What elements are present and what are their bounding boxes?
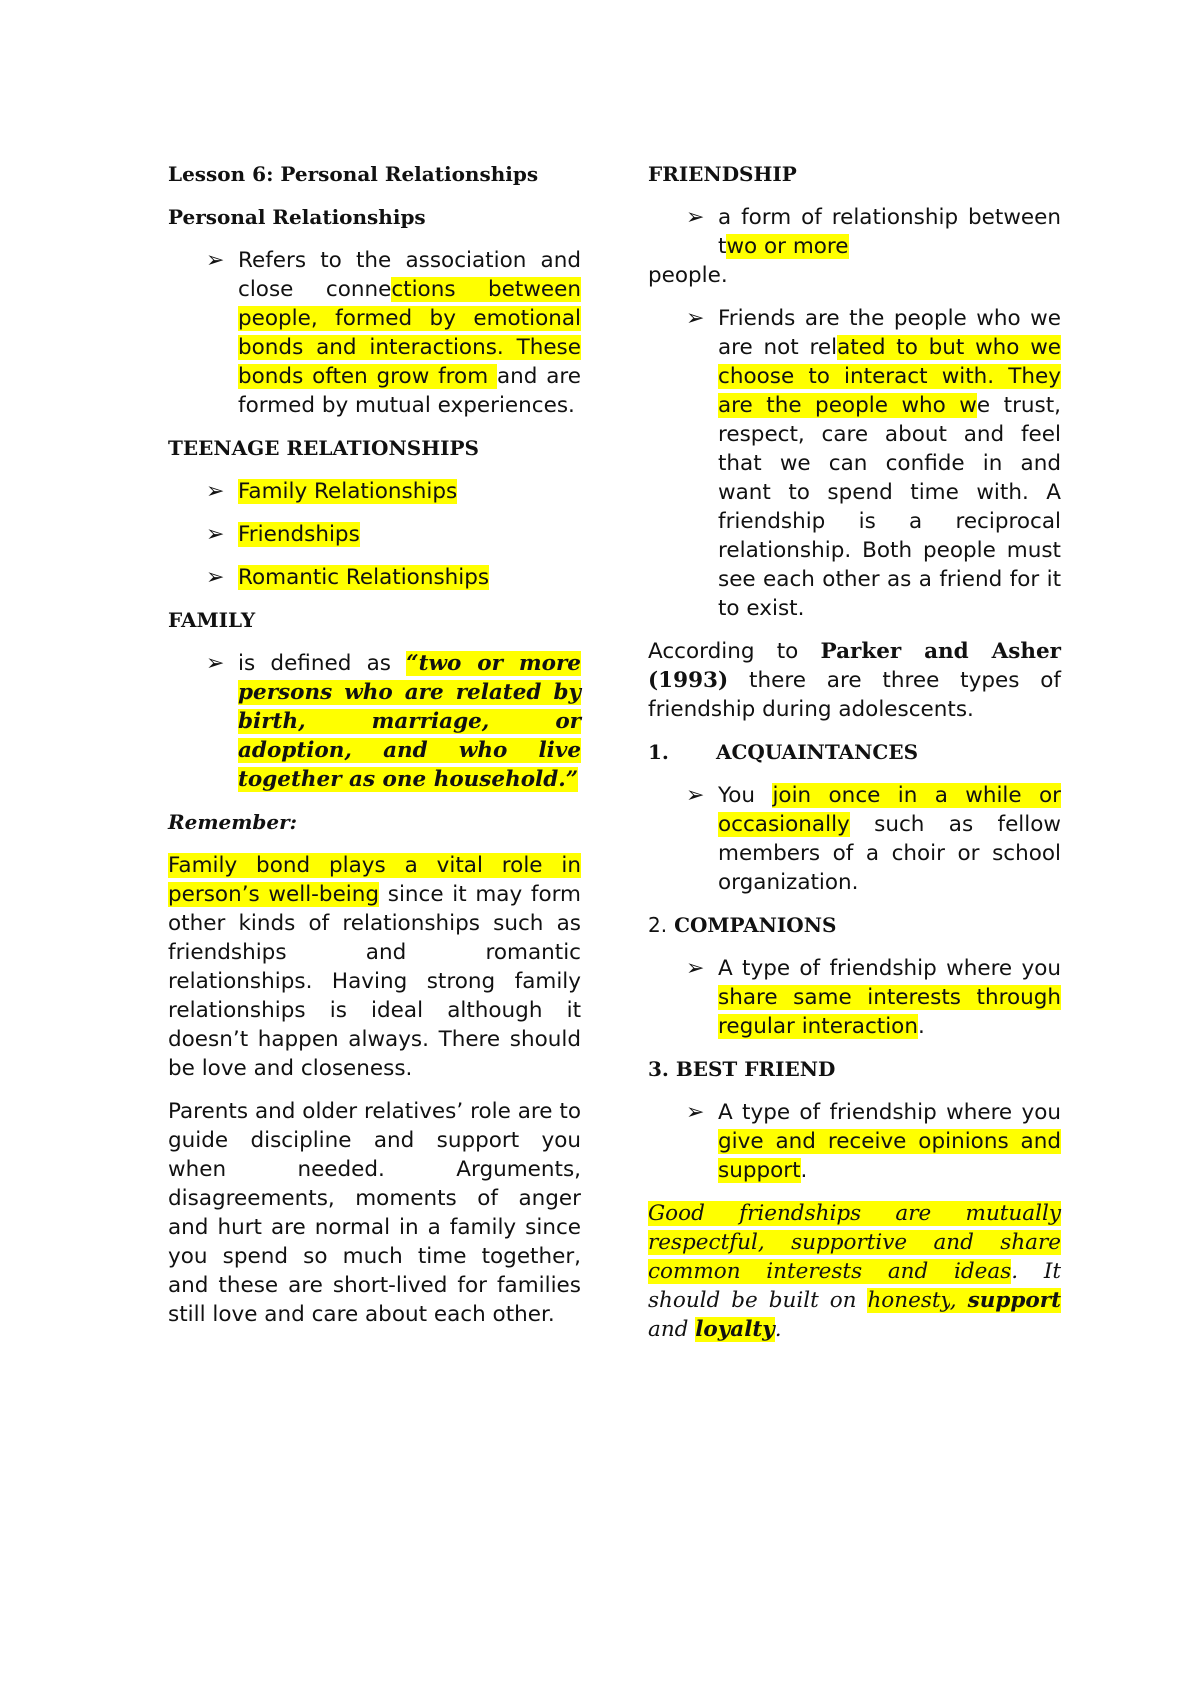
left-column bbox=[168, 160, 581, 1343]
arrow-bullet-icon: ➢ bbox=[206, 651, 225, 676]
arrow-bullet-icon: ➢ bbox=[206, 522, 225, 547]
arrow-bullet-icon: ➢ bbox=[686, 1100, 705, 1125]
list-item: ➢ Romantic Relationships bbox=[206, 565, 490, 590]
right-column bbox=[648, 160, 1061, 1358]
acquaintances-heading: 1. ACQUAINTANCES bbox=[648, 740, 919, 764]
arrow-bullet-icon: ➢ bbox=[686, 205, 705, 230]
list-item: ➢ Friendships bbox=[206, 522, 360, 547]
best-friend-description: ➢ A type of friendship where you give and receive opinions and support. bbox=[686, 1100, 1061, 1183]
remember-paragraph: Family bond plays a vital role in person’s well-being since it may form other kinds of relationships such as friendships and romantic relationships. Having strong family relationships is ideal although it doesn’t happen always. There should be love and closeness. bbox=[168, 853, 581, 1081]
friendship-definition-end: people. bbox=[648, 263, 728, 288]
acquaintances-description: ➢ You join once in a while or occasionally such as fellow members of a choir or school organization. bbox=[686, 783, 1061, 895]
arrow-bullet-icon: ➢ bbox=[686, 783, 705, 808]
friendship-heading: FRIENDSHIP bbox=[648, 162, 797, 186]
family-definition: ➢ is defined as “two or more persons who are related by birth, marriage, or adoption, and who live together as one household.” bbox=[206, 651, 581, 792]
friends-description: ➢ Friends are the people who we are not related to but who we choose to interact with. They are the people who we trust, respect, care about and feel that we can confide in and want to spend time with. A friendship is a reciprocal relationship. Both people must see each other as a friend for it to exist. bbox=[686, 306, 1062, 621]
arrow-bullet-icon: ➢ bbox=[206, 248, 225, 273]
according-paragraph: According to Parker and Asher (1993) there are three types of friendship during adolescents. bbox=[648, 639, 1061, 722]
arrow-bullet-icon: ➢ bbox=[206, 479, 225, 504]
parents-paragraph: Parents and older relatives’ role are to guide discipline and support you when needed. Arguments, disagreements, moments of anger and hurt are normal in a family since you spend so much time together, and these are short-lived for families still love and care about each other. bbox=[168, 1099, 581, 1327]
family-heading: FAMILY bbox=[168, 608, 256, 632]
personal-relationships-heading: Personal Relationships bbox=[168, 205, 426, 229]
teenage-relationships-heading: TEENAGE RELATIONSHIPS bbox=[168, 436, 479, 460]
lesson-title: Lesson 6: Personal Relationships bbox=[168, 162, 539, 186]
companions-description: ➢ A type of friendship where you share same interests through regular interaction. bbox=[686, 956, 1061, 1039]
arrow-bullet-icon: ➢ bbox=[686, 956, 705, 981]
companions-heading: 2. COMPANIONS bbox=[648, 913, 837, 937]
remember-label: Remember: bbox=[168, 810, 298, 834]
friendship-definition: ➢ a form of relationship between two or more bbox=[686, 205, 1061, 259]
best-friend-heading: 3. BEST FRIEND bbox=[648, 1057, 836, 1081]
arrow-bullet-icon: ➢ bbox=[206, 565, 225, 590]
good-friendships-paragraph: Good friendships are mutually respectful, supportive and share common interests and ideas. It should be built on honesty, support and loyalty. bbox=[648, 1201, 1061, 1342]
arrow-bullet-icon: ➢ bbox=[686, 306, 705, 331]
list-item: ➢ Family Relationships bbox=[206, 479, 458, 504]
personal-relationships-definition: ➢ Refers to the association and close connections between people, formed by emotional bonds and interactions. These bonds often grow from and are formed by mutual experiences. bbox=[206, 248, 582, 418]
